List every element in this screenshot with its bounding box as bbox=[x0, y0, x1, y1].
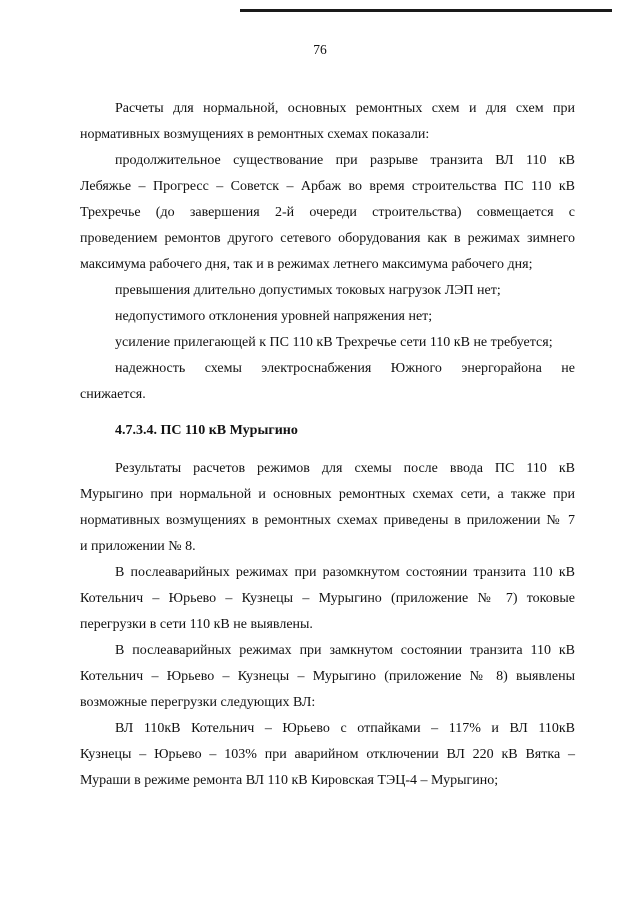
text-line: максимума рабочего дня, так и в режимах летнего максимума рабочего дня; bbox=[80, 257, 533, 272]
text-line: возможные перегрузки следующих ВЛ: bbox=[80, 695, 316, 710]
text-line: Кузнецы – Юрьево – 103% при аварийном отключении ВЛ 220 кВ Вятка – bbox=[80, 747, 575, 762]
text-line: снижается. bbox=[80, 387, 146, 402]
text-line: Мураши в режиме ремонта ВЛ 110 кВ Кировская ТЭЦ-4 – Мурыгино; bbox=[80, 773, 499, 788]
text-line: Трехречье (до завершения 2-й очереди строительства) совмещается с bbox=[80, 205, 575, 220]
text-block-murygino bbox=[80, 456, 575, 794]
text-line: перегрузки в сети 110 кВ не выявлены. bbox=[80, 617, 313, 632]
text-block-calculations bbox=[80, 96, 575, 408]
text-line: и приложении № 8. bbox=[80, 539, 196, 554]
text-line: Мурыгино при нормальной и основных ремонтных схемах сети, а также при bbox=[80, 487, 575, 502]
text-line: проведением ремонтов другого сетевого оборудования как в режимах зимнего bbox=[80, 231, 575, 246]
text-line: Котельнич – Юрьево – Кузнецы – Мурыгино (приложение № 7) токовые bbox=[80, 591, 575, 606]
text-line: усиление прилегающей к ПС 110 кВ Трехречье сети 110 кВ не требуется; bbox=[115, 335, 553, 350]
text-line: ВЛ 110кВ Котельнич – Юрьево с отпайками – 117% и ВЛ 110кВ bbox=[115, 721, 575, 736]
text-line: недопустимого отклонения уровней напряжения нет; bbox=[115, 309, 433, 324]
text-line: нормативных возмущениях в ремонтных схемах показали: bbox=[80, 127, 430, 142]
section-heading: 4.7.3.4. ПС 110 кВ Мурыгино bbox=[115, 423, 298, 438]
text-line: В послеаварийных режимах при замкнутом состоянии транзита 110 кВ bbox=[115, 643, 575, 658]
top-rule bbox=[240, 9, 612, 12]
text-line: продолжительное существование при разрыве транзита ВЛ 110 кВ bbox=[115, 153, 575, 168]
text-line: Лебяжье – Прогресс – Советск – Арбаж во время строительства ПС 110 кВ bbox=[80, 179, 575, 194]
text-line: Результаты расчетов режимов для схемы после ввода ПС 110 кВ bbox=[115, 461, 575, 476]
text-line: надежность схемы электроснабжения Южного энергорайона не bbox=[115, 361, 575, 376]
text-line: нормативных возмущениях в ремонтных схемах приведены в приложении № 7 bbox=[80, 513, 575, 528]
text-line: Котельнич – Юрьево – Кузнецы – Мурыгино (приложение № 8) выявлены bbox=[80, 669, 575, 684]
page-number: 76 bbox=[313, 42, 327, 57]
text-line: Расчеты для нормальной, основных ремонтных схем и для схем при bbox=[115, 101, 575, 116]
text-line: превышения длительно допустимых токовых нагрузок ЛЭП нет; bbox=[115, 283, 501, 298]
text-line: В послеаварийных режимах при разомкнутом состоянии транзита 110 кВ bbox=[115, 565, 575, 580]
